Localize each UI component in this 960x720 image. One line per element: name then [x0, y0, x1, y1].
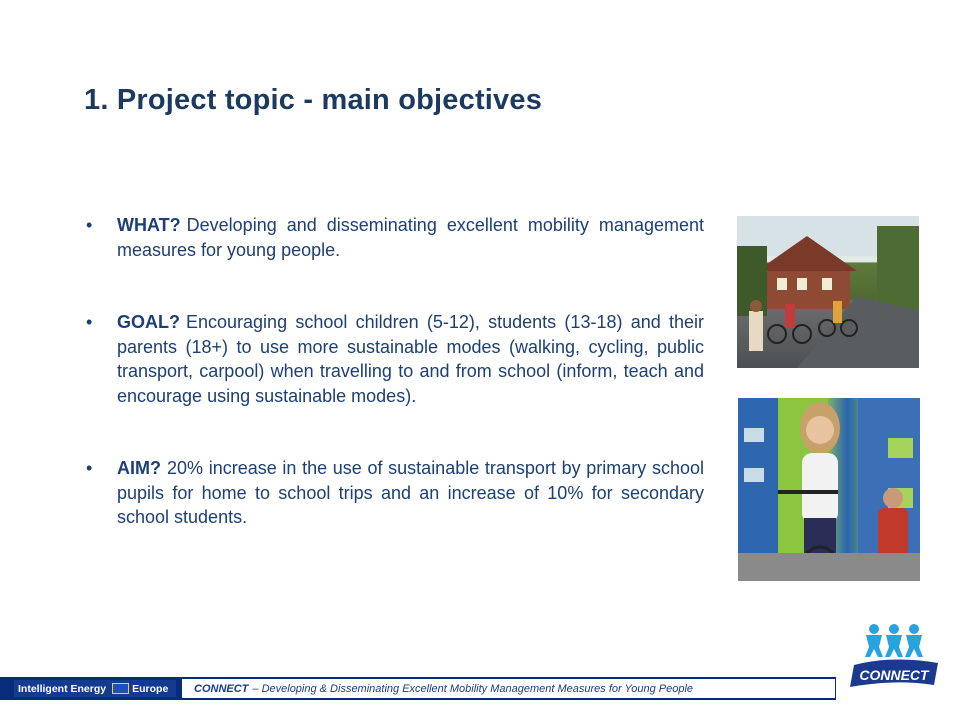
- footer-tagline-text: – Developing & Disseminating Excellent Mobility Management Measures for Young People: [252, 682, 694, 695]
- bullet-aim: [86, 456, 704, 530]
- photo-girl-cycling: [738, 398, 920, 581]
- bullet-what: [86, 213, 704, 262]
- footer-tagline: [182, 679, 835, 698]
- bullet-goal: [86, 310, 704, 408]
- bullet-lead: WHAT?: [117, 215, 181, 235]
- bullet-lead: AIM?: [117, 458, 161, 478]
- slide-title: 1. Project topic - main objectives: [84, 84, 543, 116]
- bullet-text: Encouraging school children (5-12), students (13-18) and their parents (18+) to use more sustainable modes (walking, cycling, public transport, carpool) when travelling to and from school (inform, teach and encourage using sustainable modes).: [117, 312, 704, 406]
- bullet-text: Developing and disseminating excellent mobility management measures for young people.: [117, 215, 704, 260]
- people-figures-icon: [865, 624, 923, 657]
- photo-children-cycling-illustration: [737, 216, 919, 368]
- eu-flag-icon: [112, 683, 129, 694]
- footer-brand: CONNECT: [194, 682, 249, 695]
- intelligent-energy-label: Intelligent Energy: [18, 682, 107, 695]
- connect-logo: [846, 621, 942, 693]
- connect-logo-text: CONNECT: [859, 667, 929, 683]
- objectives-list: [86, 213, 704, 578]
- intelligent-energy-suffix: Europe: [132, 682, 169, 695]
- bullet-text: 20% increase in the use of sustainable transport by primary school pupils for home to school trips and an increase of 10% for secondary school students.: [117, 458, 704, 527]
- bullet-lead: GOAL?: [117, 312, 180, 332]
- connect-logo-graphic: [846, 621, 942, 693]
- photo-children-cycling: [737, 216, 919, 368]
- intelligent-energy-logo: [14, 680, 176, 697]
- photo-girl-cycling-illustration: [738, 398, 920, 581]
